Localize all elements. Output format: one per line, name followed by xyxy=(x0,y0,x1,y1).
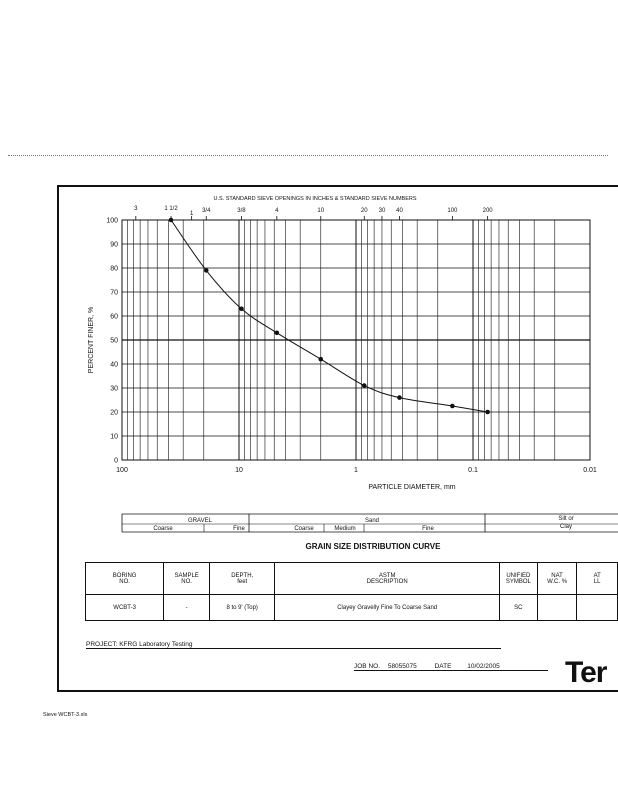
data-point xyxy=(239,307,244,312)
data-point xyxy=(169,218,174,223)
sieve-tick-label: 30 xyxy=(378,208,386,214)
project-text: PROJECT: KFRG Laboratory Testing xyxy=(86,641,193,648)
header-boring: BORING NO. xyxy=(86,563,164,595)
header-unified: UNIFIED SYMBOL xyxy=(499,563,537,595)
y-tick-label: 70 xyxy=(110,289,118,297)
sieve-openings-label: U.S. STANDARD SIEVE OPENINGS IN INCHES & STANDARD SIEVE NUMBERS xyxy=(213,196,417,202)
sand-label: Sand xyxy=(364,518,380,524)
job-number: 58055075 xyxy=(387,663,417,670)
y-tick-label: 90 xyxy=(110,241,118,249)
x-tick-label: 10 xyxy=(235,467,243,474)
gravel-coarse-label: Coarse xyxy=(153,526,173,532)
header-sample: SAMPLE NO. xyxy=(164,563,210,595)
data-point xyxy=(275,331,280,336)
y-tick-label: 20 xyxy=(110,409,118,417)
silt-clay-label-2: Clay xyxy=(559,524,573,530)
sieve-tick-label: 3/8 xyxy=(237,208,246,214)
project-line xyxy=(86,641,501,649)
header-nat: NAT W.C. % xyxy=(537,563,577,595)
cell-astm: Clayey Gravelly Fine To Coarse Sand xyxy=(275,595,500,621)
gravel-fine-label: Fine xyxy=(233,526,245,532)
sample-table xyxy=(85,562,618,621)
sieve-tick-label: 3/4 xyxy=(202,208,211,214)
x-tick-label: 0.01 xyxy=(583,467,597,474)
company-logo: Ter xyxy=(565,656,607,689)
y-tick-label: 100 xyxy=(106,217,118,225)
data-point xyxy=(485,410,490,415)
soil-classification-bar xyxy=(122,514,618,532)
sieve-ticks xyxy=(134,206,493,220)
sand-fine-label: Fine xyxy=(422,526,434,532)
header-at: AT LL xyxy=(577,563,618,595)
data-point xyxy=(204,268,209,273)
y-tick-label: 30 xyxy=(110,385,118,393)
cell-sample: - xyxy=(164,595,210,621)
table-row xyxy=(86,595,618,621)
x-tick-label: 100 xyxy=(116,467,128,474)
sand-medium-label: Medium xyxy=(334,526,356,532)
cell-at xyxy=(577,595,618,621)
sieve-tick-label: 20 xyxy=(360,208,368,214)
cell-depth: 8 to 9' (Top) xyxy=(209,595,274,621)
x-tick-label: 0.1 xyxy=(468,467,478,474)
chart-grid xyxy=(122,220,590,460)
x-axis-label: PARTICLE DIAMETER, mm xyxy=(368,484,456,491)
y-axis-ticks xyxy=(106,218,118,465)
cell-boring: WCBT-3 xyxy=(86,595,164,621)
gravel-label: GRAVEL xyxy=(188,518,212,524)
y-tick-label: 50 xyxy=(110,337,118,345)
data-point xyxy=(362,383,367,388)
data-point xyxy=(318,357,323,362)
sieve-tick-label: 40 xyxy=(396,208,403,214)
cell-unified: SC xyxy=(499,595,537,621)
date-label: DATE xyxy=(434,663,452,670)
x-tick-label: 1 xyxy=(354,467,358,474)
sieve-tick-label: 200 xyxy=(482,208,493,214)
sand-coarse-label: Coarse xyxy=(294,526,314,532)
date-value: 10/02/2005 xyxy=(467,663,500,670)
header-depth: DEPTH, feet xyxy=(209,563,274,595)
sheet-filename: Sieve WCBT-3.xls xyxy=(43,712,88,718)
sieve-tick-label: 1 1/2 xyxy=(164,206,178,212)
y-tick-label: 0 xyxy=(114,457,118,465)
x-axis-ticks xyxy=(116,467,597,474)
y-axis-label: PERCENT FINER, % xyxy=(88,306,95,374)
y-tick-label: 60 xyxy=(110,313,118,321)
job-date-line xyxy=(354,663,548,671)
y-tick-label: 10 xyxy=(110,433,118,441)
silt-clay-label-1: Silt or xyxy=(558,516,574,522)
job-label: JOB NO. xyxy=(354,663,381,670)
sieve-tick-label: 1 xyxy=(189,211,194,217)
data-point xyxy=(397,395,402,400)
chart-title: GRAIN SIZE DISTRIBUTION CURVE xyxy=(305,542,441,551)
y-tick-label: 40 xyxy=(110,361,118,369)
data-point xyxy=(450,404,455,409)
sieve-tick-label: 3 xyxy=(134,206,138,212)
cell-nat xyxy=(537,595,577,621)
y-tick-label: 80 xyxy=(110,265,118,273)
header-astm: ASTM DESCRIPTION xyxy=(275,563,500,595)
sieve-tick-label: 10 xyxy=(317,208,325,214)
sieve-tick-label: 4 xyxy=(275,208,279,214)
sieve-tick-label: 100 xyxy=(447,208,458,214)
